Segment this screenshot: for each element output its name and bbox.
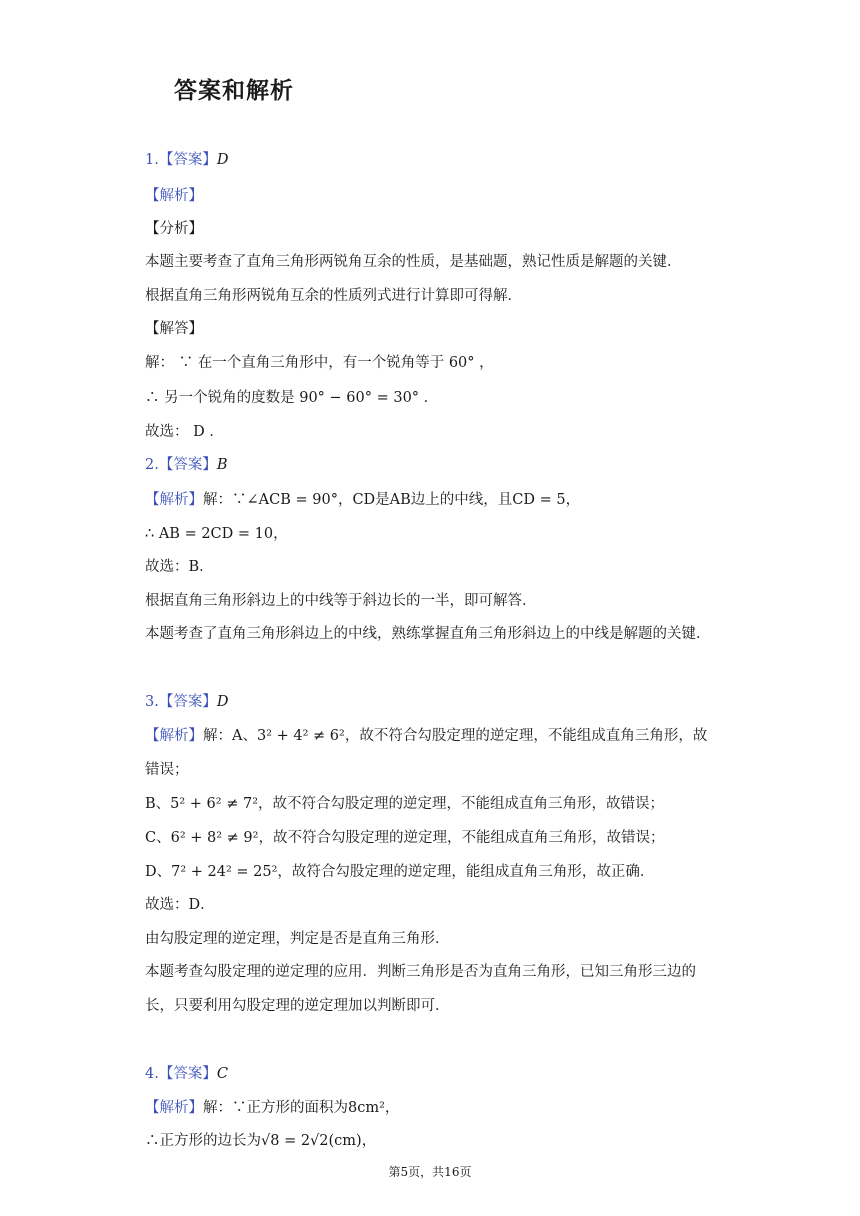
q4-solution-1 bbox=[145, 1098, 399, 1118]
q4-solution-1-text: 解：∵正方形的面积为8cm²， bbox=[203, 1100, 400, 1116]
q1-number: 1. bbox=[145, 152, 159, 168]
q2-text-2: 本题考查了直角三角形斜边上的中线，熟练掌握直角三角形斜边上的中线是解题的关键． bbox=[145, 626, 711, 642]
q2-solution-2: ∴ AB = 2CD = 10， bbox=[145, 526, 288, 542]
q4-jiexi-tag: 【解析】 bbox=[145, 1100, 203, 1116]
q1-fenxi-tag: 【分析】 bbox=[145, 221, 203, 237]
q2-answer-line bbox=[145, 455, 228, 475]
q3-solution-5: D、7² + 24² = 25²，故符合勾股定理的逆定理，能组成直角三角形，故正确． bbox=[145, 864, 655, 880]
q3-text-3: 长，只要利用勾股定理的逆定理加以判断即可． bbox=[145, 998, 450, 1014]
q2-solution-1 bbox=[145, 490, 580, 510]
q4-number: 4. bbox=[145, 1066, 159, 1082]
q3-answer-line bbox=[145, 692, 228, 712]
q1-answer-line bbox=[145, 150, 228, 170]
q3-solution-6: 故选：D． bbox=[145, 897, 215, 913]
q3-jiexi-tag: 【解析】 bbox=[145, 728, 203, 744]
q3-solution-4: C、6² + 8² ≠ 9²，故不符合勾股定理的逆定理，不能组成直角三角形，故错误； bbox=[145, 830, 665, 846]
q3-solution-1-text: 解：A、3² + 4² ≠ 6²，故不符合勾股定理的逆定理，不能组成直角三角形，故 bbox=[203, 728, 708, 744]
q2-answer: B bbox=[216, 457, 228, 473]
q3-answer-tag: 【答案】 bbox=[158, 694, 217, 710]
q3-text-2: 本题考查勾股定理的逆定理的应用．判断三角形是否为直角三角形，已知三角形三边的 bbox=[145, 964, 696, 980]
q2-answer-tag: 【答案】 bbox=[158, 457, 217, 473]
q4-answer-line bbox=[145, 1064, 228, 1084]
q2-jiexi-tag: 【解析】 bbox=[145, 492, 203, 508]
page-title: 答案和解析 bbox=[174, 78, 294, 104]
q1-text-2: 根据直角三角形两锐角互余的性质列式进行计算即可得解． bbox=[145, 288, 522, 304]
q2-text-1: 根据直角三角形斜边上的中线等于斜边长的一半，即可解答． bbox=[145, 593, 537, 609]
page-footer: 第5页，共16页 bbox=[388, 1165, 472, 1179]
q3-solution-2: 错误； bbox=[145, 762, 189, 778]
q1-jieda-tag: 【解答】 bbox=[145, 321, 203, 337]
q3-solution-3: B、5² + 6² ≠ 7²，故不符合勾股定理的逆定理，不能组成直角三角形，故错误； bbox=[145, 796, 665, 812]
q3-text-1: 由勾股定理的逆定理，判定是否是直角三角形． bbox=[145, 931, 450, 947]
q1-text-1: 本题主要考查了直角三角形两锐角互余的性质，是基础题，熟记性质是解题的关键． bbox=[145, 254, 682, 270]
q1-jiexi-tag: 【解析】 bbox=[145, 188, 203, 204]
q2-number: 2. bbox=[145, 457, 159, 473]
q1-answer: D bbox=[216, 152, 229, 168]
q2-solution-3: 故选：B． bbox=[145, 559, 214, 575]
q1-answer-tag: 【答案】 bbox=[158, 152, 217, 168]
q3-number: 3. bbox=[145, 694, 159, 710]
q1-solution-2: ∴ 另一个锐角的度数是 90° − 60° = 30° ． bbox=[145, 390, 439, 406]
q4-answer-tag: 【答案】 bbox=[158, 1066, 217, 1082]
q3-answer: D bbox=[216, 694, 229, 710]
q3-solution-1 bbox=[145, 726, 707, 746]
q2-solution-1-text: 解：∵∠ACB = 90°，CD是AB边上的中线，且CD = 5， bbox=[203, 492, 581, 508]
q1-solution-1: 解： ∵ 在一个直角三角形中，有一个锐角等于 60° ， bbox=[145, 355, 494, 371]
q4-solution-2: ∴正方形的边长为√8 = 2√2(cm)， bbox=[145, 1133, 377, 1149]
q4-answer: C bbox=[216, 1066, 228, 1082]
q1-solution-3: 故选： D ． bbox=[145, 424, 224, 440]
